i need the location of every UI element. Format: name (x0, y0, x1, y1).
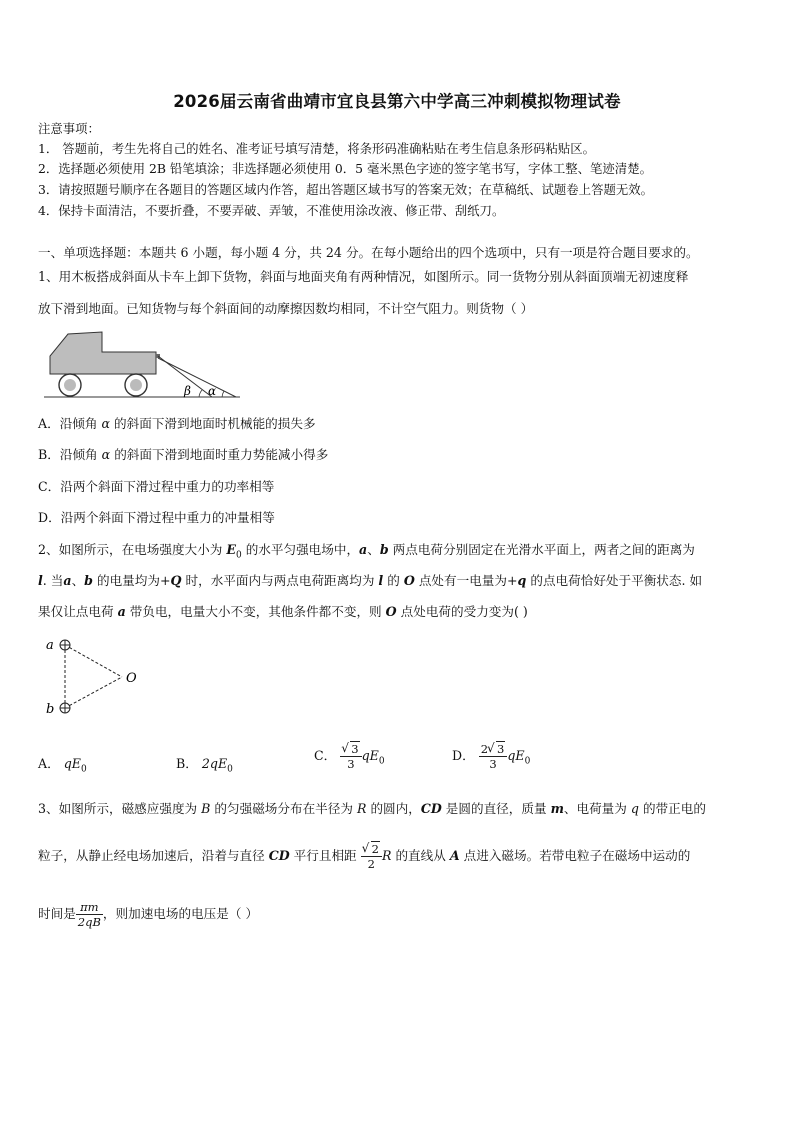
notice-item-2: 2．选择题必须使用 2B 铅笔填涂；非选择题必须使用 0．5 毫米黑色字迹的签字笔书写，字体工整、笔迹清楚。 (38, 161, 652, 176)
label-o: O (126, 671, 137, 686)
truck-ramp-figure (44, 328, 244, 402)
charge-a (60, 640, 70, 650)
truck-hub-rear (130, 379, 142, 391)
q2-option-c: C． √ $\frac{3}{3}$ $qE_0$ (314, 742, 385, 771)
notice-item-1: 1． 答题前，考生先将自己的姓名、准考证号填写清楚，将条形码准确粘贴在考生信息条形码粘贴区。 (38, 141, 596, 156)
frac-sqrt2-over-2: √ $\frac{2}{2}$ (361, 842, 382, 871)
q1-option-a: A．沿倾角 α 的斜面下滑到地面时机械能的损失多 (38, 416, 316, 431)
frac-2sqrt3-over-3: $\frac{2√ 3}{3}$ (479, 742, 508, 771)
q2-stem-line-3: 果仅让点电荷 a 带负电，电量大小不变，其他条件都不变，则 O 点处电荷的受力变为( ) (38, 604, 528, 619)
alpha-label: α (208, 384, 217, 398)
q3-stem-line-3: 时间是 $\frac{\pi m}{2qB}$ ，则加速电场的电压是（ ） (38, 900, 259, 929)
truck-body (50, 332, 156, 374)
beta-arc (199, 390, 202, 397)
notice-item-4: 4．保持卡面清洁，不要折叠，不要弄破、弄皱，不准使用涂改液、修正带、刮纸刀。 (38, 203, 505, 218)
q3-stem-line-2: 粒子，从静止经电场加速后，沿着与直径 CD 平行且相距 √ $\frac{2}{2}$ R 的直线从 A 点进入磁场。若带电粒子在磁场中运动的 (38, 841, 758, 871)
q2-stem-line-2: l. 当a、b 的电量均为+Q 时，水平面内与两点电荷距离均为 l 的 O 点处有一电量为+q 的点电荷恰好处于平衡状态. 如 (38, 573, 703, 588)
notice-heading: 注意事项： (38, 121, 100, 136)
line-b-o (65, 677, 122, 708)
frac-sqrt3-over-3: √ $\frac{3}{3}$ (340, 742, 361, 771)
frac-pim-over-2qB: $\frac{\pi m}{2qB}$ (77, 900, 101, 929)
q1-option-d: D．沿两个斜面下滑过程中重力的冲量相等 (38, 510, 275, 525)
q2-option-d: D． $\frac{2√ 3}{3}$ $qE_0$ (452, 742, 530, 771)
q3-stem-line-1: 3、如图所示，磁感应强度为 B 的匀强磁场分布在半径为 R 的圆内，CD 是圆的直径，质量 m、电荷量为 q 的带正电的 (38, 801, 706, 816)
q2-option-a: A． $qE_0$ (38, 756, 87, 775)
q1-stem-line-2: 放下滑到地面。已知货物与每个斜面间的动摩擦因数均相同，不计空气阻力。则货物（ ） (38, 301, 534, 316)
notice-item-3: 3．请按照题号顺序在各题目的答题区域内作答，超出答题区域书写的答案无效；在草稿纸、试题卷上答题无效。 (38, 182, 654, 197)
charge-b (60, 703, 70, 713)
section-heading: 一、单项选择题：本题共 6 小题，每小题 4 分，共 24 分。在每小题给出的四个选项中，只有一项是符合题目要求的。 (38, 245, 699, 260)
q1-option-b: B．沿倾角 α 的斜面下滑到地面时重力势能减小得多 (38, 447, 329, 462)
beta-label: β (184, 384, 191, 398)
q2-option-b: B． $2qE_0$ (176, 756, 233, 775)
label-a: a (46, 638, 54, 653)
q1-stem-line-1: 1、用木板搭成斜面从卡车上卸下货物，斜面与地面夹角有两种情况，如图所示。同一货物分别从斜面顶端无初速度释 (38, 269, 689, 284)
q2-stem-line-1: 2、如图所示，在电场强度大小为 $E_0$ 的水平匀强电场中，a、b 两点电荷分别固定在光滑水平面上，两者之间的距离为 (38, 542, 695, 561)
truck-hub-front (64, 379, 76, 391)
page-title: 2026届云南省曲靖市宜良县第六中学高三冲刺模拟物理试卷 (173, 92, 621, 111)
alpha-arc (222, 391, 224, 397)
label-b: b (46, 702, 55, 717)
line-a-o (65, 645, 122, 677)
q1-option-c: C．沿两个斜面下滑过程中重力的功率相等 (38, 479, 275, 494)
ramp-shallow (158, 358, 236, 397)
charges-triangle-figure (40, 632, 150, 718)
